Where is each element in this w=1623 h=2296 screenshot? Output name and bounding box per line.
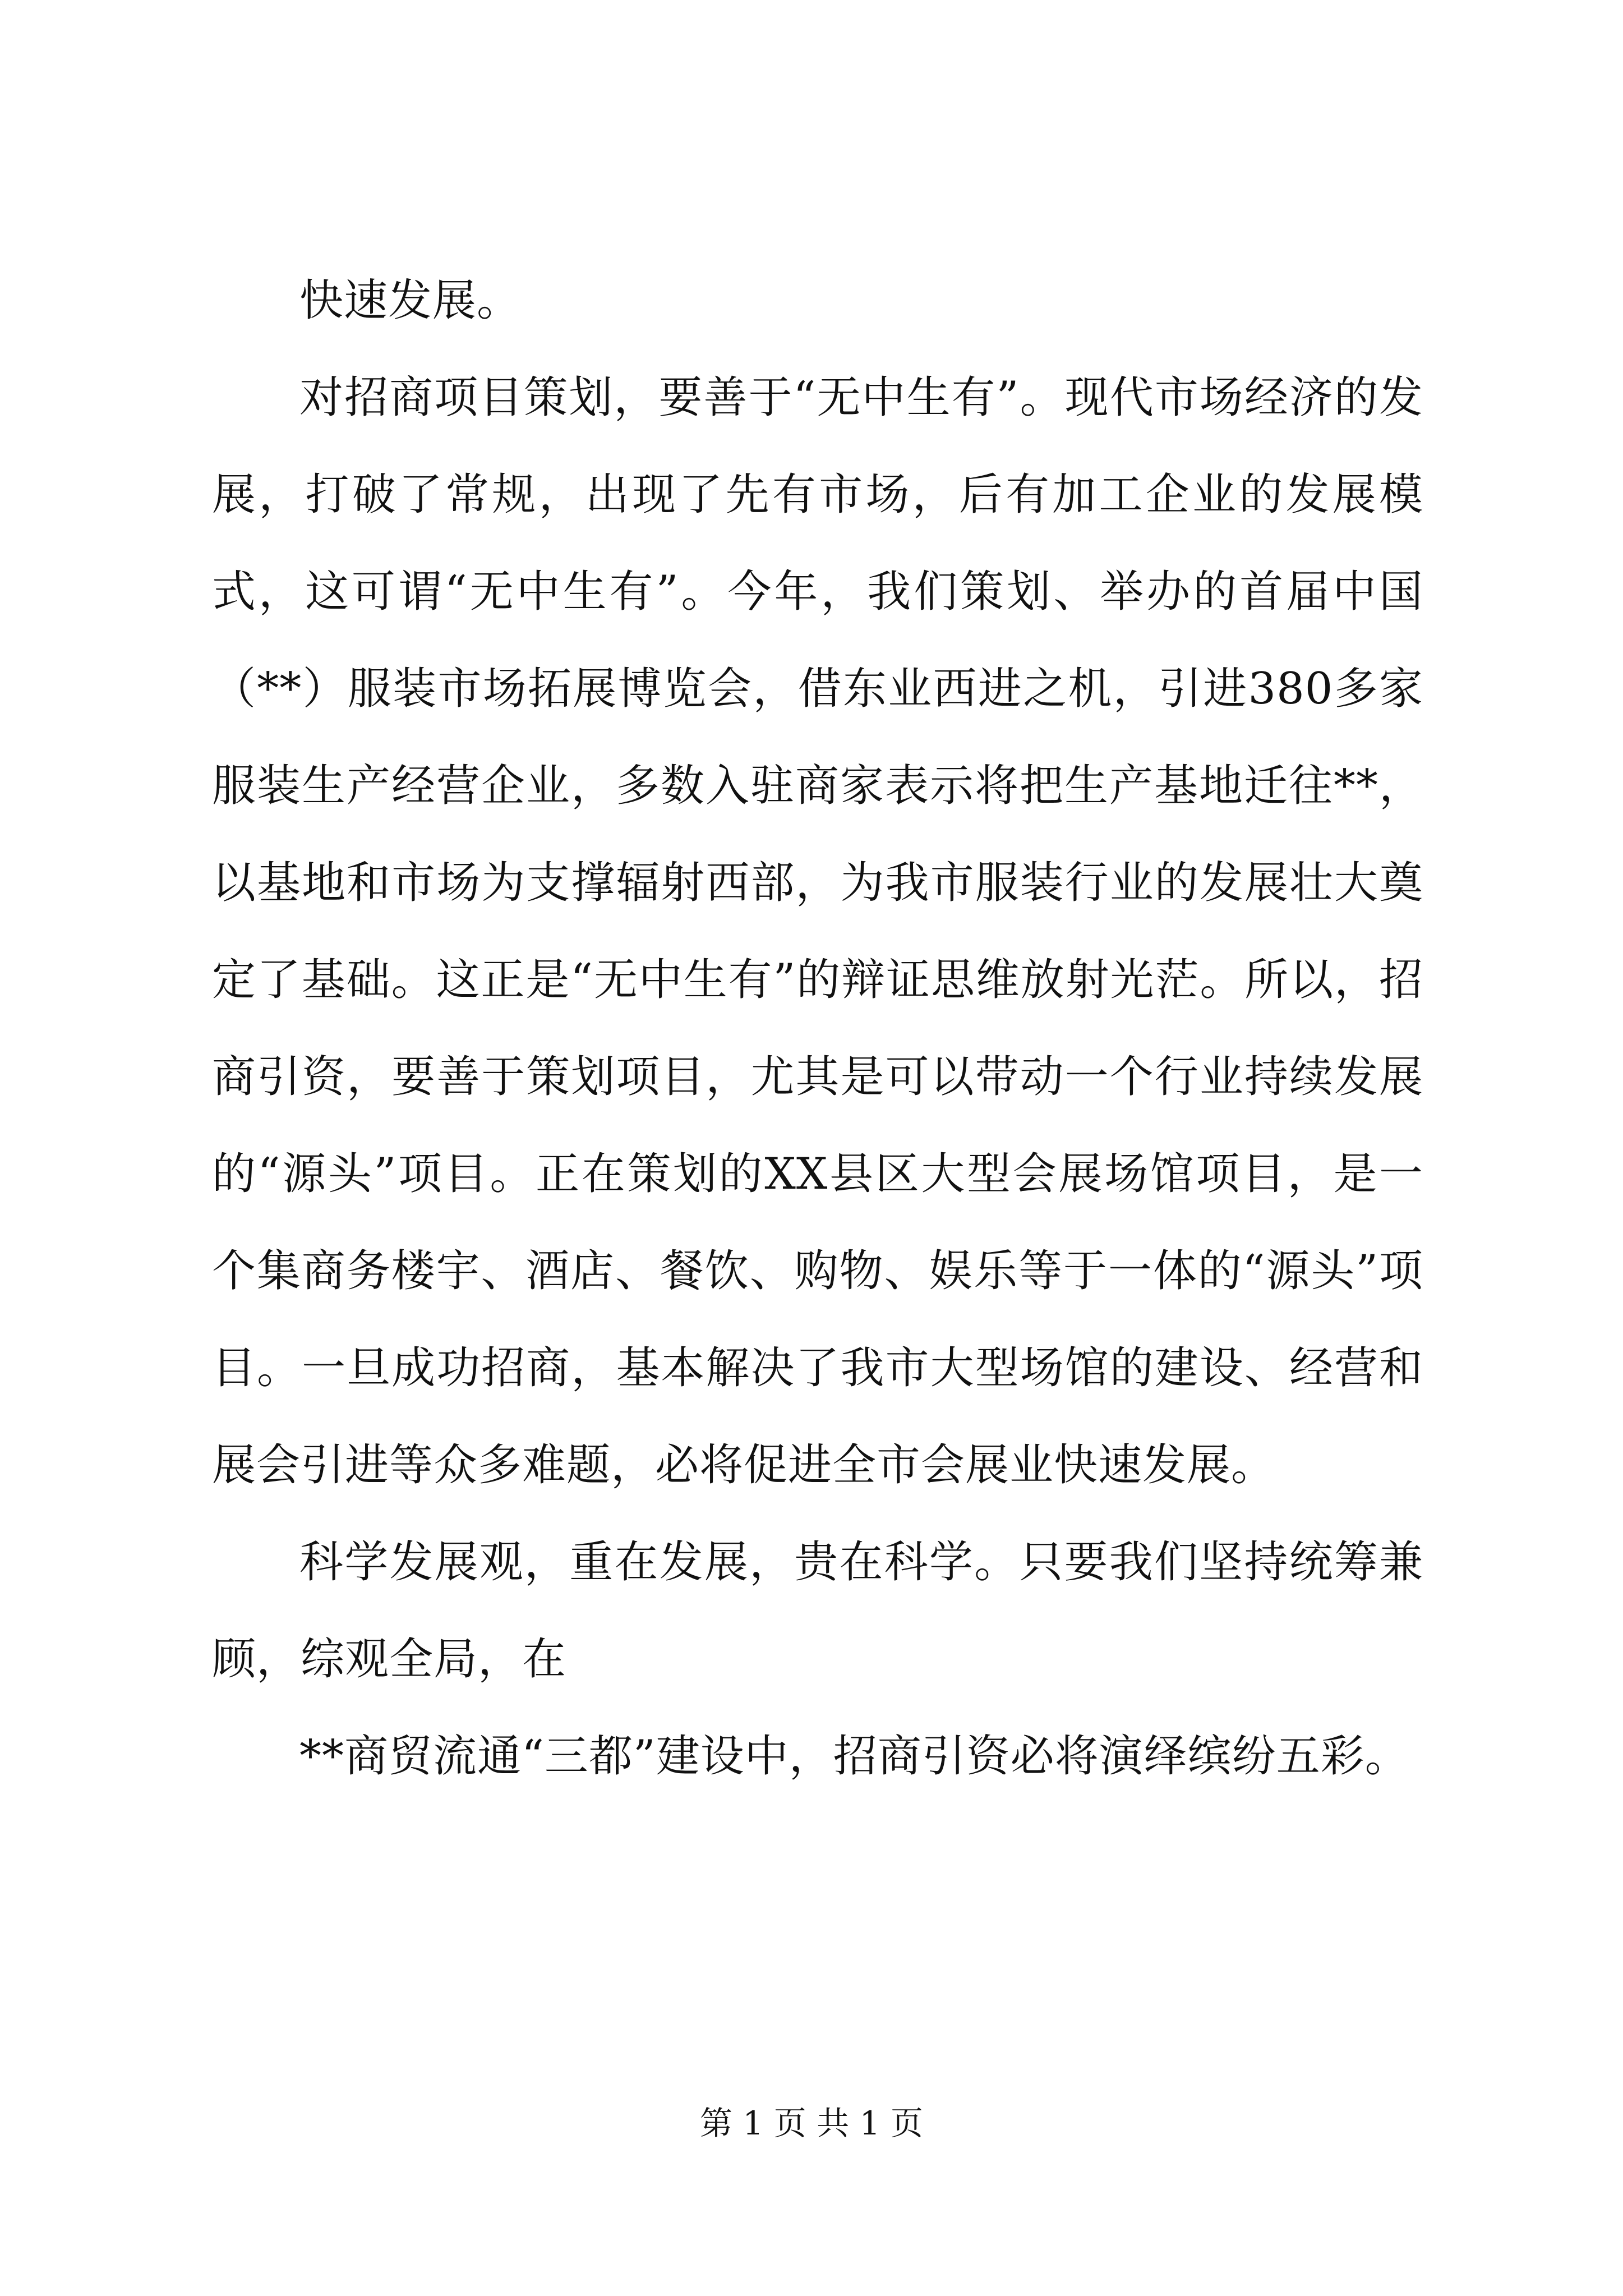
paragraph-project-planning: 对招商项目策划，要善于“无中生有”。现代市场经济的发展，打破了常规，出现了先有市场，后有加工企业的发展模式，这可谓“无中生有”。今年，我们策划、举办的首届中国（**）服装市场拓展博览会，借东业西进之机，引进380多家服装生产经营企业，多数入驻商家表示将把生产基地迁往**，以基地和市场为支撑辐射西部，为我市服装行业的发展壮大奠定了基础。这正是“无中生有”的辩证思维放射光茫。所以，招商引资，要善于策划项目，尤其是可以带动一个行业持续发展的“源头”项目。正在策划的XX县区大型会展场馆项目，是一个集商务楼宇、酒店、餐饮、购物、娱乐等于一体的“源头”项目。一旦成功招商，基本解决了我市大型场馆的建设、经营和展会引进等众多难题，必将促进全市会展业快速发展。 — [212, 372, 1423, 1490]
paragraph-continuation: 快速发展。 — [299, 275, 522, 326]
paragraph-scientific-development: 科学发展观，重在发展，贵在科学。只要我们坚持统筹兼顾，综观全局，在 — [212, 1537, 1423, 1685]
page-footer — [0, 2101, 1623, 2146]
page-number-label: 第 1 页 共 1 页 — [700, 2104, 923, 2142]
document-body — [212, 252, 1423, 1805]
paragraph-closing: **商贸流通“三都”建设中，招商引资必将演绎缤纷五彩。 — [299, 1731, 1409, 1782]
